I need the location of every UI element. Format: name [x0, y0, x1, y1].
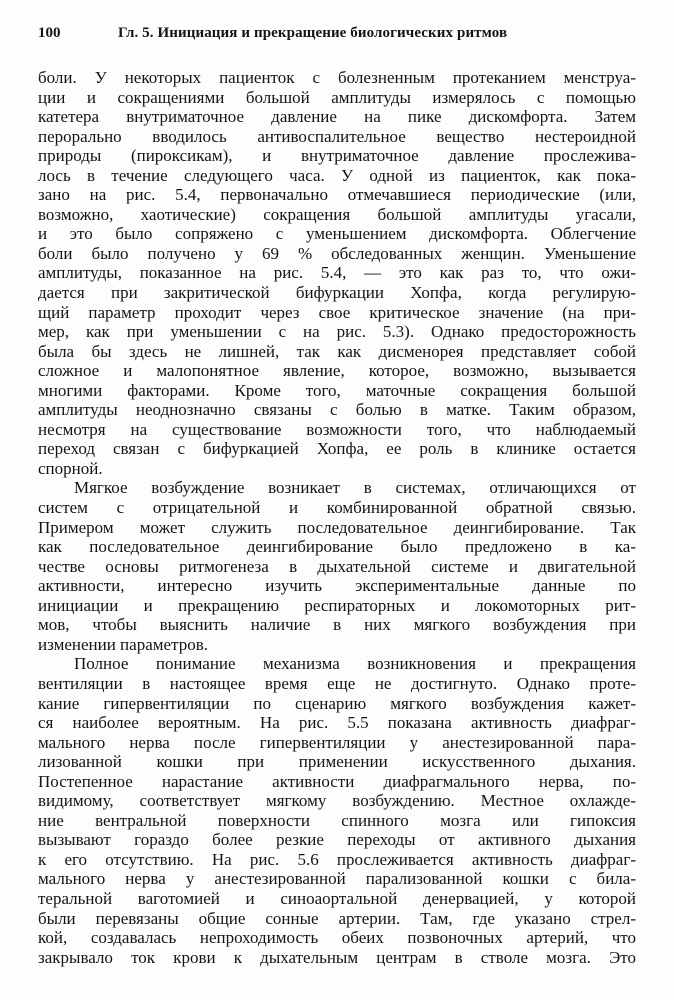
text-line: спорной.: [38, 458, 103, 478]
running-title: Гл. 5. Инициация и прекращение биологических ритмов: [118, 25, 508, 41]
text-line: была бы здесь не лишней, так как дисменорея представляет собой: [38, 341, 636, 361]
text-line: ся наиболее вероятным. На рис. 5.5 показана активность диафраг-: [38, 713, 636, 733]
text-line: видимому, соответствует мягкому возбуждению. Местное охлажде-: [38, 791, 636, 811]
text-line: боли. У некоторых пациенток с болезненным протеканием менструа-: [38, 68, 636, 87]
text-line: как последовательное деингибирование было предложено в ка-: [38, 537, 636, 557]
text-line: зано на рис. 5.4, первоначально отмечавшиеся периодические (или,: [38, 185, 636, 205]
text-line: кой, создавалась непроходимость обеих позвоночных артерий, что: [38, 928, 636, 948]
text-line: и это было сопряжено с уменьшением дискомфорта. Облегчение: [38, 224, 636, 244]
text-line: дается при закритической бифуркации Хопфа, когда регулирую-: [38, 283, 636, 303]
paragraph: [38, 68, 636, 478]
body-text: [38, 68, 636, 967]
text-line: лизованной кошки при применении искусственного дыхания.: [38, 752, 636, 772]
text-line: возможно, хаотические) сокращения большой амплитуды угасали,: [38, 204, 636, 224]
text-line: мер, как при уменьшении c на рис. 5.3). Однако предосторожность: [38, 322, 636, 342]
text-line: систем с отрицательной и комбинированной обратной связью.: [38, 498, 636, 518]
text-line: щий параметр проходит через свое критическое значение (на при-: [38, 302, 636, 322]
text-line: лось в течение следующего часа. У одной из пациенток, как пока-: [38, 165, 636, 185]
text-line: мального нерва у анестезированной парализованной кошки с била-: [38, 869, 636, 889]
text-line: были перевязаны общие сонные артерии. Там, где указано стрел-: [38, 908, 636, 928]
page-number: 100: [38, 25, 61, 41]
text-line: Полное понимание механизма возникновения и прекращения: [74, 654, 636, 674]
text-line: природы (пироксикам), и внутриматочное давление прослеживa-: [38, 146, 636, 166]
text-line: кание гипервентиляции по сценарию мягкого возбуждения кажет-: [38, 693, 636, 713]
text-line: мов, чтобы выяснить наличие в них мягкого возбуждения при: [38, 615, 636, 635]
text-line: к его отсутствию. На рис. 5.6 прослеживается активность диафраг-: [38, 849, 636, 869]
text-line: катетера внутриматочное давление на пике дискомфорта. Затем: [38, 107, 636, 127]
text-line: боли было получено у 69 % обследованных женщин. Уменьшение: [38, 243, 636, 263]
text-line: несмотря на существование возможности того, что наблюдаемый: [38, 419, 636, 439]
paragraph: [38, 654, 636, 967]
text-line: сложное и малопонятное явление, которое, возможно, вызывается: [38, 361, 636, 381]
text-line: многими факторами. Кроме того, маточные сокращения большой: [38, 380, 636, 400]
text-line: перорально вводилось антивоспалительное вещество нестероидной: [38, 126, 636, 146]
text-line: вентиляции в настоящее время еще не достигнуто. Однако проте-: [38, 673, 636, 693]
text-line: изменении параметров.: [38, 634, 208, 654]
text-line: теральной ваготомией и синоаортальной денервацией, у которой: [38, 888, 636, 908]
text-line: ние вентральной поверхности спинного мозга или гипоксия: [38, 810, 636, 830]
text-line: мального нерва после гипервентиляции у анестезированной пара-: [38, 732, 636, 752]
text-line: инициации и прекращению респираторных и локомоторных рит-: [38, 595, 636, 615]
text-line: закрывало ток крови к дыхательным центрам в стволе мозга. Это: [38, 947, 636, 967]
text-line: Мягкое возбуждение возникает в системах, отличающихся от: [74, 478, 636, 498]
text-line: амплитуды неоднозначно связаны с болью в матке. Таким образом,: [38, 400, 636, 420]
text-line: вызывают гораздо более резкие переходы от активного дыхания: [38, 830, 636, 850]
paragraph: [38, 478, 636, 654]
text-line: амплитуды, показанное на рис. 5.4, — это как раз то, что ожи-: [38, 263, 636, 283]
text-line: Постепенное нарастание активности диафрагмального нерва, по-: [38, 771, 636, 791]
text-line: активности, интересно изучить экспериментальные данные по: [38, 576, 636, 596]
text-line: честве основы ритмогенеза в дыхательной системе и двигательной: [38, 556, 636, 576]
text-line: переход связан с бифуркацией Хопфа, ее роль в клинике остается: [38, 439, 636, 459]
text-line: Примером может служить последовательное деингибирование. Так: [38, 517, 636, 537]
text-line: ции и сокращениями большой амплитуды измерялось с помощью: [38, 87, 636, 107]
page-header: [38, 25, 636, 47]
